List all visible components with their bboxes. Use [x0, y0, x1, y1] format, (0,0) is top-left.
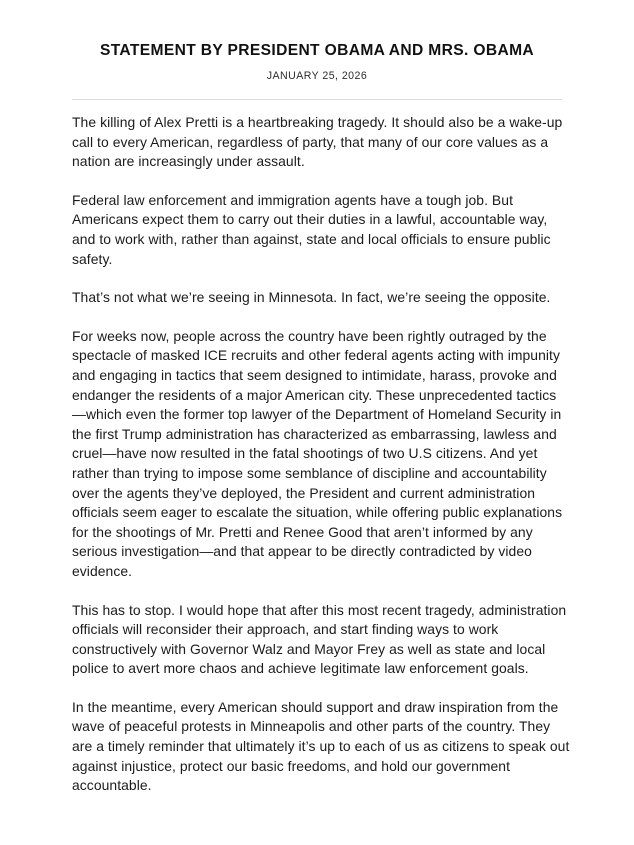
- statement-paragraph: Federal law enforcement and immigration agents have a tough job. But Americans expect them to carry out their duties in a lawful, accountable way, and to work with, rather than against, state and local officials to ensure public safety.: [72, 191, 551, 267]
- document-header: [0, 0, 634, 82]
- statement-paragraph: That’s not what we’re seeing in Minnesota. In fact, we’re seeing the opposite.: [72, 289, 551, 306]
- statement-body: [0, 100, 634, 796]
- statement-paragraph: The killing of Alex Pretti is a heartbreaking tragedy. It should also be a wake-up call to every American, regardless of party, that many of our core values as a nation are increasingly under assault.: [72, 114, 563, 170]
- divider-container: [0, 82, 634, 100]
- statement-paragraph: For weeks now, people across the country have been rightly outraged by the spectacle of masked ICE recruits and other federal agents acting with impunity and engaging in tactics that seem designed to intimidate, harass, provoke and endanger the residents of a major American city. These unprecedented tactics—which even the former top lawyer of the Department of Homeland Security in the first Trump administration has characterized as embarrassing, lawless and cruel—have now resulted in the fatal shootings of two U.S citizens. And yet rather than trying to impose some semblance of discipline and accountability over the agents they’ve deployed, the President and current administration officials seem eager to escalate the situation, while offering public explanations for the shootings of Mr. Pretti and Renee Good that aren’t informed by any serious investigation—and that appear to be directly contradicted by video evidence.: [72, 327, 563, 579]
- statement-paragraph: In the meantime, every American should support and draw inspiration from the wave of peaceful protests in Minneapolis and other parts of the country. They are a timely reminder that ultimately it’s up to each of us as citizens to speak out against injustice, protect our basic freedoms, and hold our government accountable.: [72, 698, 570, 794]
- publication-date: JANUARY 25, 2026: [266, 70, 368, 83]
- page-title: STATEMENT BY PRESIDENT OBAMA AND MRS. OBAMA: [99, 42, 535, 59]
- statement-paragraph: This has to stop. I would hope that after this most recent tragedy, administration officials will reconsider their approach, and start finding ways to work constructively with Governor Walz and Mayor Frey as well as state and local police to avert more chaos and achieve legitimate law enforcement goals.: [72, 601, 567, 677]
